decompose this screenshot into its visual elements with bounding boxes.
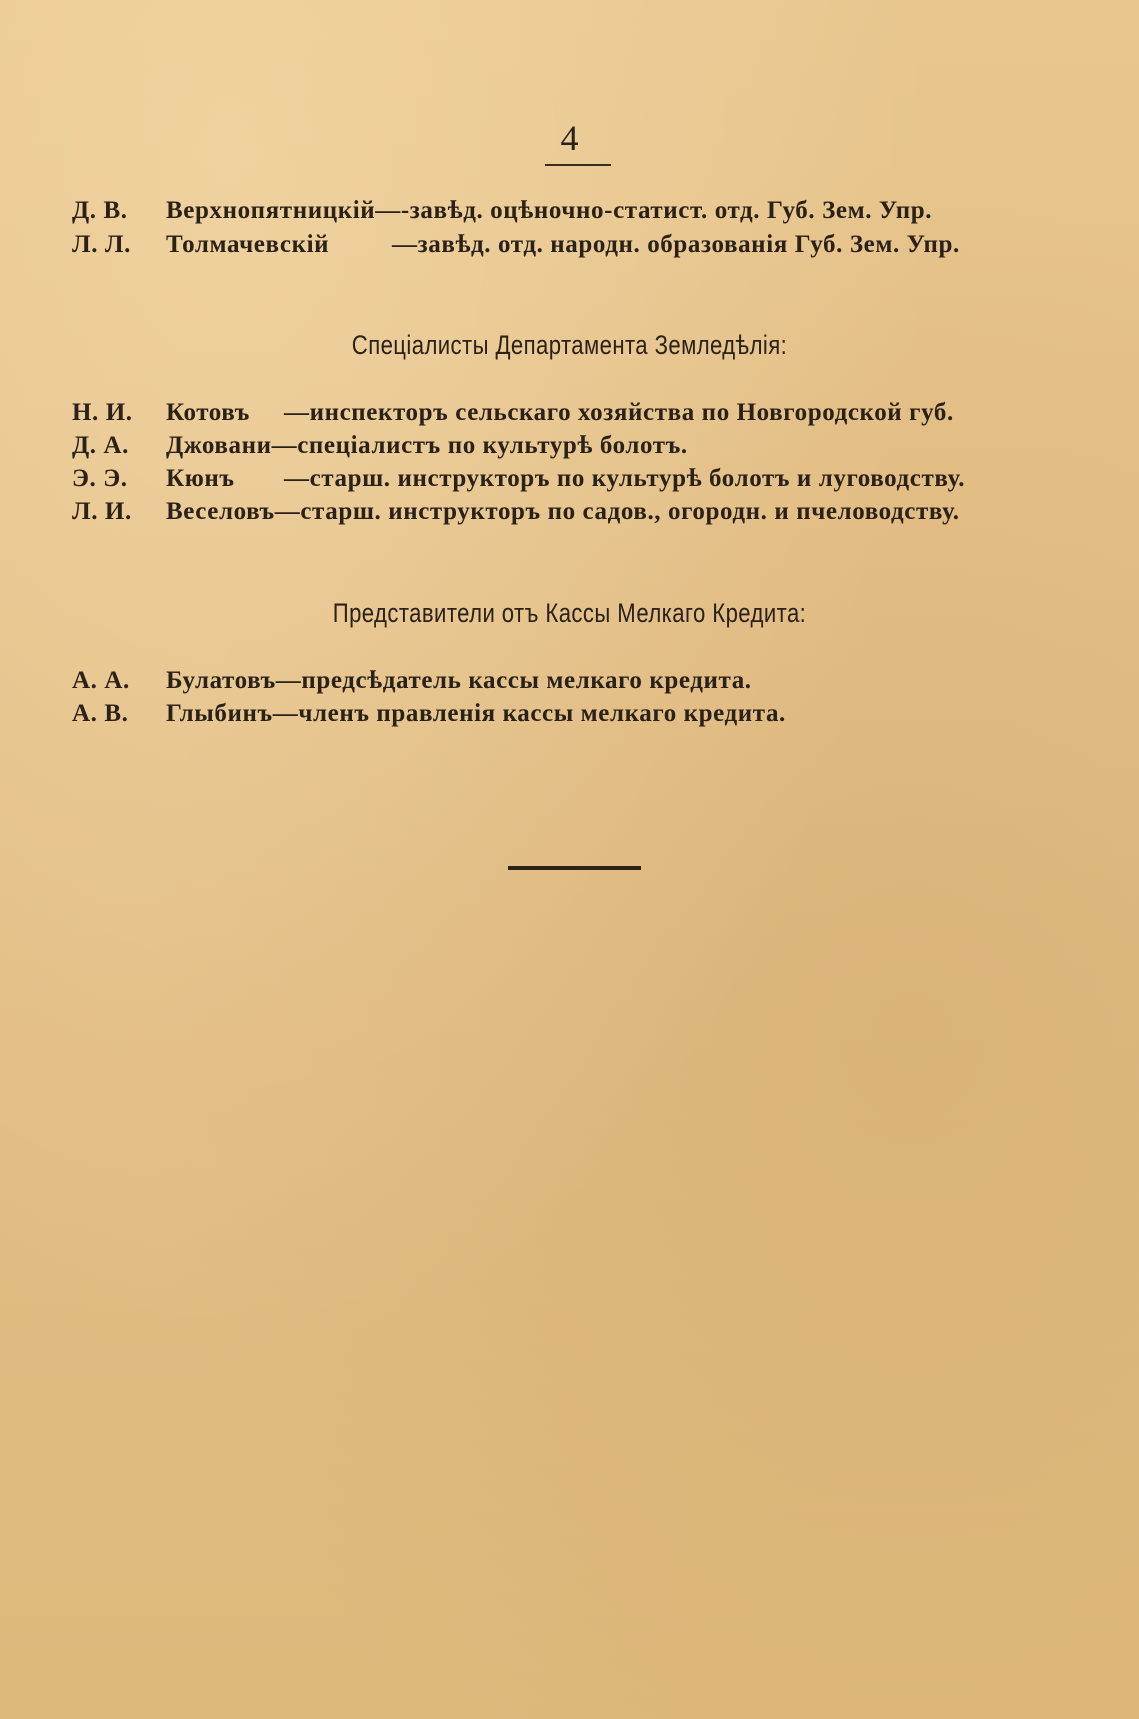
entry-initials: Л. И.	[72, 498, 132, 525]
closing-rule	[508, 866, 641, 870]
entry-line	[72, 396, 1082, 430]
entry-name: Глыбинъ	[166, 700, 273, 727]
entry-line	[72, 495, 1082, 529]
entry-line	[72, 462, 1082, 496]
section-heading: Представители отъ Кассы Мелкаго Кредита:	[332, 598, 807, 628]
entry-initials: Д. А.	[72, 432, 130, 459]
entry-role: —инспекторъ сельскаго хозяйства по Новгородской губ.	[284, 399, 954, 426]
entry-name: Веселовъ	[166, 498, 275, 525]
entry-name: Джовани	[166, 432, 272, 459]
entry-role: —старш. инструкторъ по садов., огородн. и пчеловодству.	[274, 498, 960, 525]
page-number: 4	[560, 118, 579, 158]
entry-name: Толмачевскій	[166, 231, 330, 258]
entry-initials: Л. Л.	[72, 231, 132, 258]
entry-role: —завѣд. отд. народн. образованія Губ. Зем. Упр.	[392, 231, 960, 258]
entry-line	[72, 194, 1082, 228]
entry-name: Булатовъ	[166, 667, 276, 694]
entry-initials: Н. И.	[72, 399, 133, 426]
entry-name: Верхнопятницкій	[166, 197, 376, 224]
entry-role: —старш. инструкторъ по культурѣ болотъ и луговодству.	[284, 465, 966, 492]
entry-role: —предсѣдатель кассы мелкаго кредита.	[275, 667, 752, 694]
entry-initials: Э. Э.	[72, 465, 128, 492]
entry-role: —спеціалистъ по культурѣ болотъ.	[271, 432, 688, 459]
entry-line	[72, 664, 1082, 698]
entry-role: —членъ правленія кассы мелкаго кредита.	[272, 700, 786, 727]
entry-line	[72, 429, 1082, 463]
entry-name: Кюнъ	[166, 465, 235, 492]
entry-line	[72, 697, 1082, 731]
entry-line	[72, 228, 1082, 262]
entry-initials: А. В.	[72, 700, 129, 727]
entry-name: Котовъ	[166, 399, 250, 426]
page-number-underline	[545, 164, 611, 166]
entry-initials: Д. В.	[72, 197, 128, 224]
section-heading: Спеціалисты Департамента Земледѣлія:	[351, 330, 788, 360]
entry-role: —-завѣд. оцѣночно-статист. отд. Губ. Зем. Упр.	[375, 197, 933, 224]
entry-initials: А. А.	[72, 667, 130, 694]
